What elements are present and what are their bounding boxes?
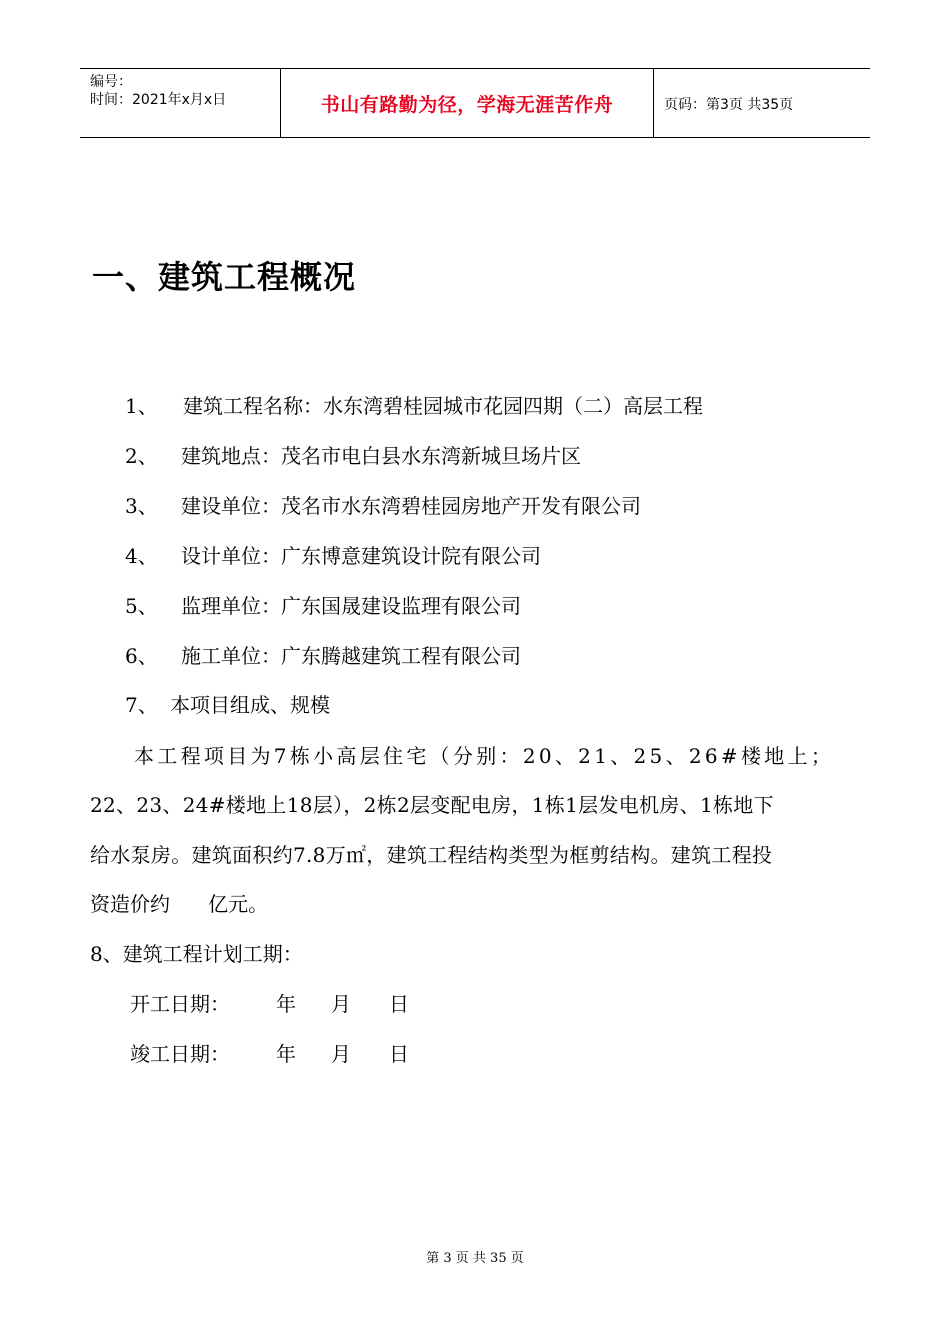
item-number: 5、 xyxy=(125,594,158,618)
header-divider xyxy=(653,69,654,137)
description-line: 给水泵房。建筑面积约7.8万㎡，建筑工程结构类型为框剪结构。建筑工程投 xyxy=(90,843,773,867)
header-motto: 书山有路勤为径，学海无涯苦作舟 xyxy=(320,93,614,116)
number-label: 编号： xyxy=(90,74,132,90)
item-text: 施工单位：广东腾越建筑工程有限公司 xyxy=(181,644,521,668)
item-text: 本项目组成、规模 xyxy=(170,693,330,717)
header-meta xyxy=(80,69,280,137)
header-page-info: 页码：第3页 共35页 xyxy=(664,97,794,113)
item-text: 建筑工程名称：水东湾碧桂园城市花园四期（二）高层工程 xyxy=(183,394,703,418)
start-year: 年 xyxy=(276,992,296,1016)
end-date-label: 竣工日期： xyxy=(130,1042,230,1066)
item-number: 7、 xyxy=(125,693,158,717)
item-text: 建设单位：茂名市水东湾碧桂园房地产开发有限公司 xyxy=(181,494,641,518)
section-title: 一、建筑工程概况 xyxy=(92,258,357,296)
start-month: 月 xyxy=(331,992,351,1016)
item-number: 4、 xyxy=(125,544,158,568)
description-line: 本工程项目为7栋小高层住宅（分别：20、21、25、26#楼地上； xyxy=(134,744,835,768)
end-year: 年 xyxy=(276,1042,296,1066)
start-day: 日 xyxy=(389,992,409,1016)
schedule-heading: 8、建筑工程计划工期： xyxy=(90,942,303,966)
item-text: 监理单位：广东国晟建设监理有限公司 xyxy=(181,594,521,618)
description-line: 22、23、24#楼地上18层），2栋2层变配电房，1栋1层发电机房、1栋地下 xyxy=(90,793,774,817)
item-number: 6、 xyxy=(125,644,158,668)
time-label: 时间：2021年x月x日 xyxy=(90,92,227,108)
description-line: 资造价约 亿元。 xyxy=(90,892,269,916)
item-number: 3、 xyxy=(125,494,158,518)
start-date-label: 开工日期： xyxy=(130,992,230,1016)
item-number: 1、 xyxy=(125,394,158,418)
page-header xyxy=(80,68,870,138)
page-footer: 第 3 页 共 35 页 xyxy=(426,1251,524,1266)
end-day: 日 xyxy=(389,1042,409,1066)
item-number: 2、 xyxy=(125,444,158,468)
end-month: 月 xyxy=(331,1042,351,1066)
item-text: 设计单位：广东博意建筑设计院有限公司 xyxy=(181,544,541,568)
item-text: 建筑地点：茂名市电白县水东湾新城旦场片区 xyxy=(181,444,581,468)
